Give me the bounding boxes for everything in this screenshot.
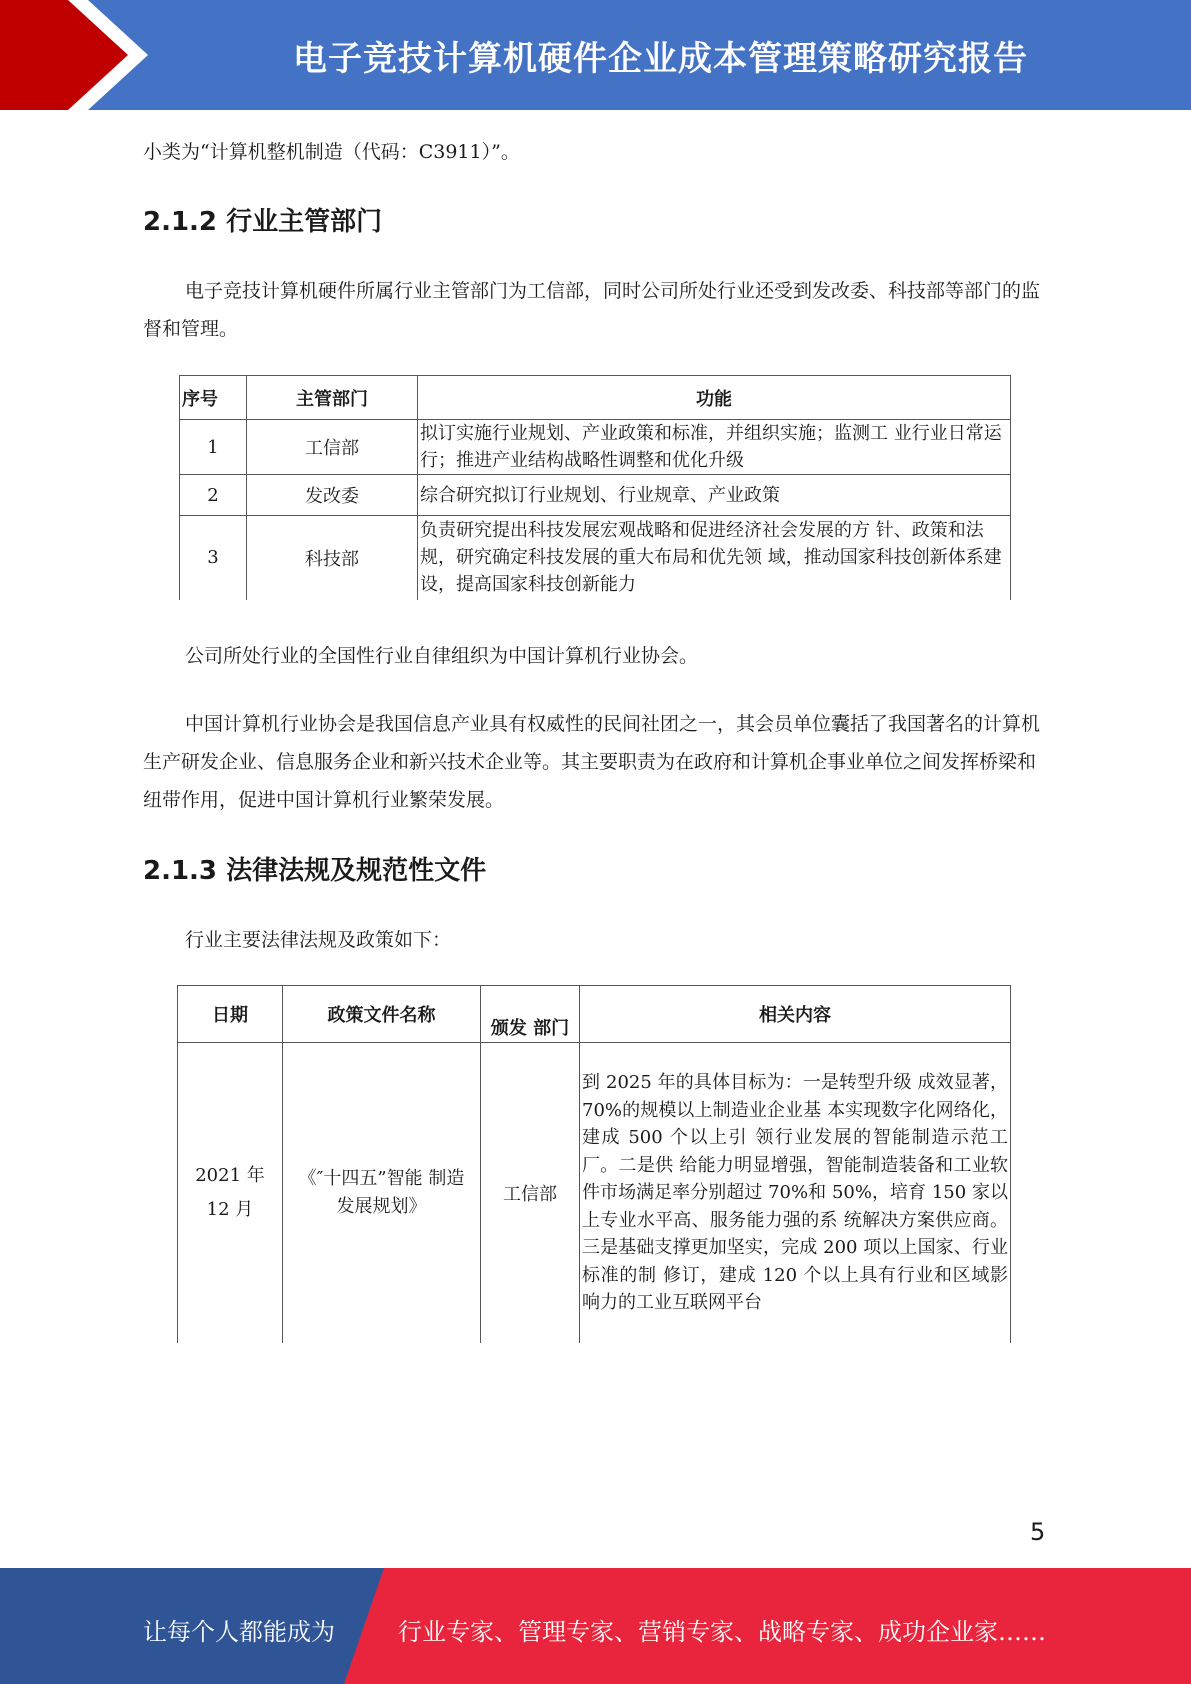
policy-table xyxy=(177,985,1011,1343)
column-header-content: 相关内容 xyxy=(580,986,1011,1043)
footer-slogan-left: 让每个人都能成为 xyxy=(143,1618,335,1646)
page-number: 5 xyxy=(1030,1518,1046,1546)
column-header-date: 日期 xyxy=(178,986,283,1043)
table-row xyxy=(178,1043,1011,1343)
section-heading-2-1-3: 2.1.3 法律法规及规范性文件 xyxy=(143,856,487,886)
header-chevron-icon xyxy=(0,0,160,110)
row-department: 科技部 xyxy=(247,516,418,600)
row-function: 负责研究提出科技发展宏观战略和促进经济社会发展的方 针、政策和法规，研究确定科技发展的重大布局和优先领 域，推动国家科技创新体系建设，提高国家科技创新能力 xyxy=(418,516,1011,600)
row-issuing-dept: 工信部 xyxy=(481,1043,580,1343)
section-heading-2-1-2: 2.1.2 行业主管部门 xyxy=(143,207,383,237)
page-header xyxy=(0,0,1191,110)
column-header-department: 主管部门 xyxy=(247,376,418,420)
intro-paragraph-tail: 小类为“计算机整机制造（代码：C3911）”。 xyxy=(143,141,520,163)
row-function: 综合研究拟订行业规划、行业规章、产业政策 xyxy=(418,475,1011,516)
column-header-function: 功能 xyxy=(418,376,1011,420)
association-detail-paragraph: 中国计算机行业协会是我国信息产业具有权威性的民间社团之一，其会员单位囊括了我国著名的计算机生产研发企业、信息服务企业和新兴技术企业等。其主要职责为在政府和计算机企事业单位之间发挥桥梁和纽带作用，促进中国计算机行业繁荣发展。 xyxy=(143,713,1041,811)
column-header-policy-name: 政策文件名称 xyxy=(283,986,481,1043)
table-row xyxy=(180,516,1011,600)
table-header-row xyxy=(180,376,1011,420)
row-no: 3 xyxy=(180,516,247,600)
row-date: 2021 年 12 月 xyxy=(178,1043,283,1343)
table-row xyxy=(180,475,1011,516)
row-department: 发改委 xyxy=(247,475,418,516)
report-title: 电子竞技计算机硬件企业成本管理策略研究报告 xyxy=(293,38,1028,79)
row-content: 到 2025 年的具体目标为：一是转型升级 成效显著，70%的规模以上制造业企业基 本实现数字化网络化，建成 500 个以上引 领行业发展的智能制造示范工厂。二是供 给能力明显增强，智能制造装备和工业软 件市场满足率分别超过 70%和 50%，培育 150 家以上专业水平高、服务能力强的系 统解决方案供应商。三是基础支撑更加坚实，完成 200 项以上国家、行业标准的制 修订，建成 120 个以上具有行业和区域影 响力的工业互联网平台 xyxy=(580,1043,1011,1343)
section-2-1-3-paragraph: 行业主要法律法规及政策如下： xyxy=(185,929,452,951)
row-department: 工信部 xyxy=(247,420,418,475)
row-no: 1 xyxy=(180,420,247,475)
table-row xyxy=(180,420,1011,475)
footer-slogan-right: 行业专家、管理专家、营销专家、战略专家、成功企业家…… xyxy=(398,1618,1046,1646)
row-policy-name: 《″十四五”智能 制造发展规划》 xyxy=(283,1043,481,1343)
column-header-issuing-dept: 颁发 部门 xyxy=(481,986,580,1043)
section-2-1-2-paragraph: 电子竞技计算机硬件所属行业主管部门为工信部，同时公司所处行业还受到发改委、科技部等部门的监督和管理。 xyxy=(143,280,1041,340)
column-header-no: 序号 xyxy=(180,376,247,420)
table-header-row xyxy=(178,986,1011,1043)
row-function: 拟订实施行业规划、产业政策和标准，并组织实施；监测工 业行业日常运行；推进产业结构战略性调整和优化升级 xyxy=(418,420,1011,475)
row-no: 2 xyxy=(180,475,247,516)
association-paragraph: 公司所处行业的全国性行业自律组织为中国计算机行业协会。 xyxy=(185,645,699,667)
department-table xyxy=(179,375,1011,600)
